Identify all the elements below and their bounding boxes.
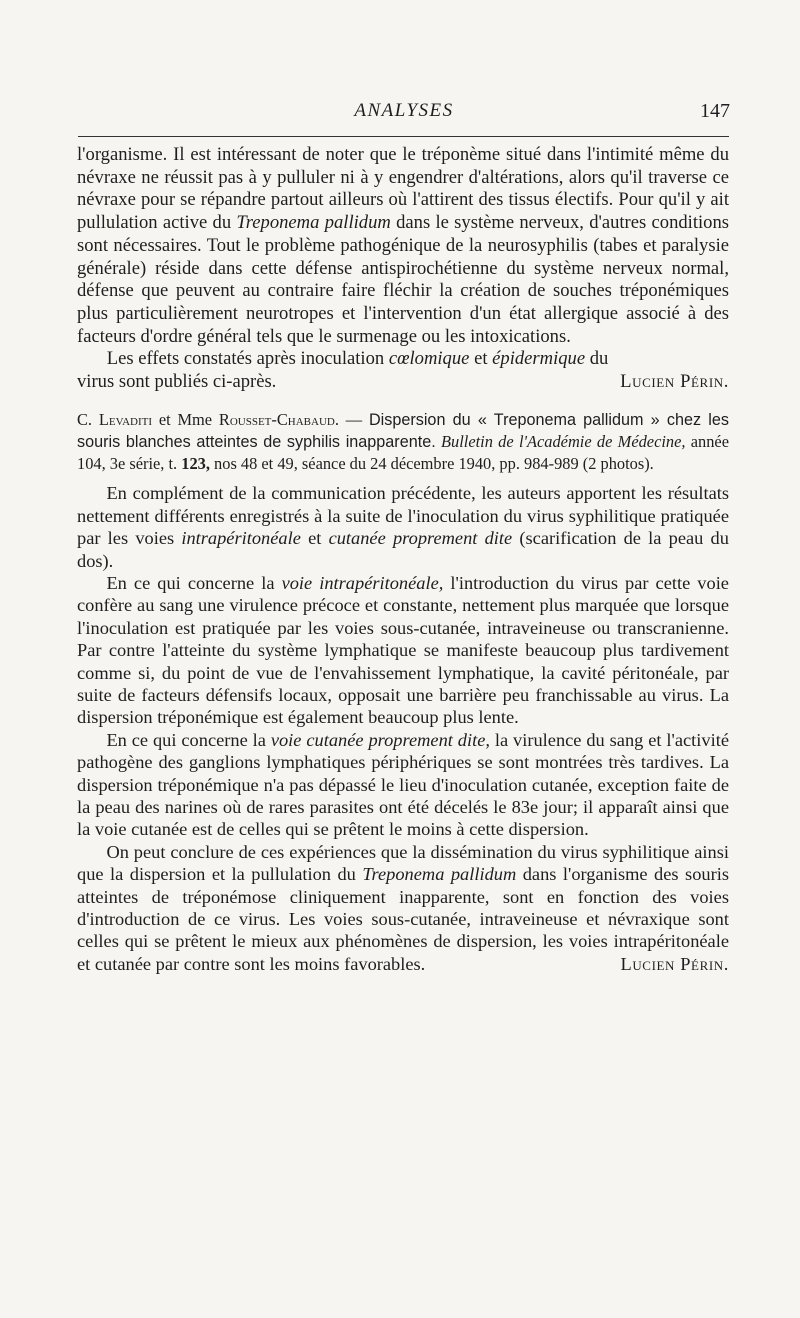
header-rule (78, 136, 729, 137)
volume: 123, (181, 454, 210, 474)
bibliographic-reference: C. Levaditi et Mme Rousset-Chabaud. — Dispersion du « Treponema pallidum » chez les souris blanches atteintes de syphilis inapparente. Bulletin de l'Académie de Médecine, année 104, 3e série, t. 123, nos 48 et 49, séance du 24 décembre 1940, pp. 984-989 (2 photos). (77, 409, 729, 474)
review-paragraph: l'organisme. Il est intéressant de noter que le tréponème situé dans l'intimité même du névraxe ne réussit pas à y pulluler ni à y engendrer d'altérations, alors qu'il traverse ce névraxe pour se répandre partout ailleurs où l'attirent des tissus électifs. Pour qu'il y ait pullulation active du Treponema pallidum dans le système nerveux, d'autres conditions sont nécessaires. Tout le problème pathogénique de la neurosyphilis (tabes et paralysie générale) réside dans cette défense antispirochétienne du système nerveux normal, défense que peuvent au contraire faire fléchir la création de souches tréponémiques plus particulièrement neurotropes et l'intervention d'un état allergique associé à des facteurs d'ordre général tels que le surmenage ou les intoxications. (77, 144, 729, 347)
page-body (77, 144, 729, 975)
running-title: ANALYSES (354, 100, 454, 121)
article-title: Dispersion du « Treponema pallidum » chez les souris blanches atteintes de syphilis inapparente. (77, 410, 729, 451)
page-number: 147 (700, 100, 730, 122)
review-paragraph: En complément de la communication précédente, les auteurs apportent les résultats nettement différents enregistrés à la suite de l'inoculation du virus syphilitique pratiquée par les voies intrapéritonéale et cutanée proprement dite (scarification de la peau du dos). (77, 483, 729, 571)
review-paragraph: Les effets constatés après inoculation cœlomique et épidermique du (106, 348, 609, 370)
review-paragraph: En ce qui concerne la voie cutanée proprement dite, la virulence du sang et l'activité pathogène des ganglions lymphatiques périphériques se sont montrées très tardives. La dispersion tréponémique n'a pas dépassé le lieu d'inoculation cutanée, exception faite de la peau des narines où de rares parasites ont été décelés le 83e jour; il apparaît ainsi que la voie cutanée est de celles qui se prêtent le moins à cette dispersion. (77, 729, 729, 840)
journal-name: Bulletin de l'Académie de Médecine, (441, 431, 686, 451)
signature-line (77, 371, 729, 394)
reviewer-signature: Lucien Périn. (620, 371, 729, 393)
review-2 (77, 482, 729, 975)
review-text: virus sont publiés ci-après. (77, 371, 277, 393)
page-header (78, 98, 730, 128)
author: C. Levaditi (77, 409, 153, 429)
coauthor: Rousset-Chabaud. (218, 409, 339, 429)
review-paragraph: En ce qui concerne la voie intrapéritonéale, l'introduction du virus par cette voie confère au sang une virulence précoce et constante, nettement plus marquée que lorsque l'inoculation est pratiquée par les voies sous-cutanée, intraveineuse ou transcranienne. Par contre l'atteinte du système lymphatique se manifeste beaucoup plus tardivement comme si, du point de vue de l'envahissement lymphatique, la cavité péritonéale, par suite de facteurs défensifs locaux, opposait une barrière peu franchissable au virus. La dispersion tréponémique est également beaucoup plus lente. (77, 572, 729, 728)
reviewer-signature: Lucien Périn. (620, 953, 729, 974)
review-paragraph: On peut conclure de ces expériences que la dissémination du virus syphilitique ainsi que la dispersion et la pullulation du Treponema pallidum dans l'organisme des souris atteintes de tréponémose cliniquement inapparente, sont en fonction des voies d'introduction de ce virus. Les voies sous-cutanée, intraveineuse et névraxique sont celles qui se prêtent le mieux aux phénomènes de dispersion, les voies intrapéritonéale et cutanée par contre sont les moins favorables. Lucien Périn. (77, 841, 729, 974)
